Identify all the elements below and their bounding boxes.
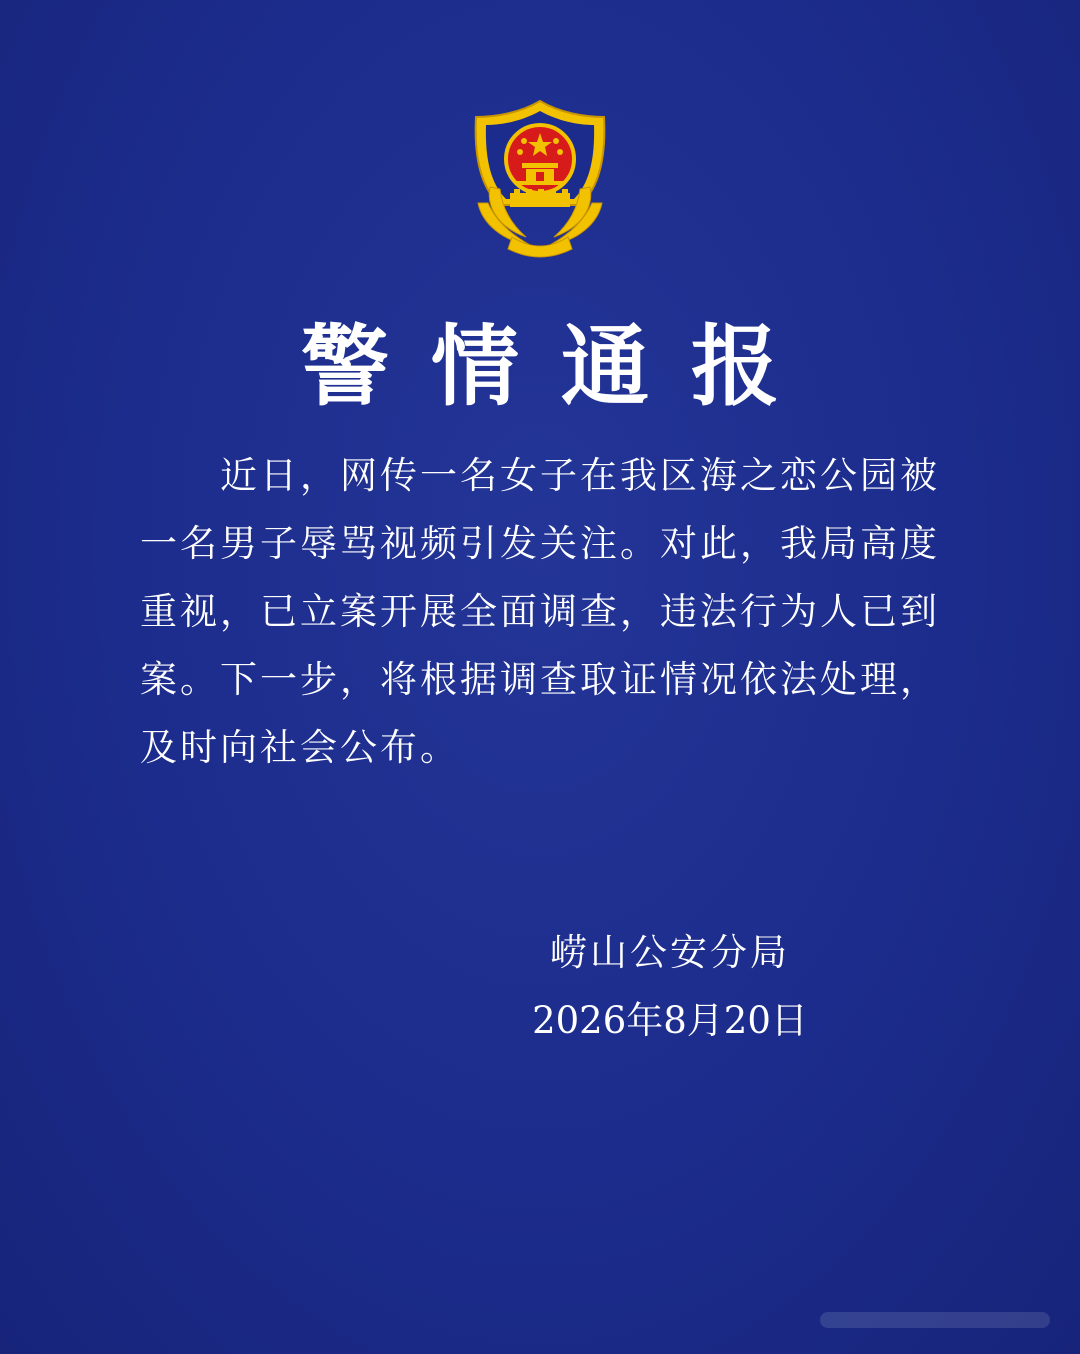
watermark-icon (820, 1308, 1050, 1332)
notice-title: 警情通报 (300, 315, 821, 418)
notice-body: 近日，网传一名女子在我区海之恋公园被一名男子辱骂视频引发关注。对此，我局高度重视，已立案开展全面调查，违法行为人已到案。下一步，将根据调查取证情况依法处理，及时向社会公布。 (140, 454, 940, 769)
police-emblem-icon (450, 95, 630, 265)
issuer-name: 崂山公安分局 (550, 931, 790, 974)
issue-date: 2026年8月20日 (532, 999, 808, 1042)
